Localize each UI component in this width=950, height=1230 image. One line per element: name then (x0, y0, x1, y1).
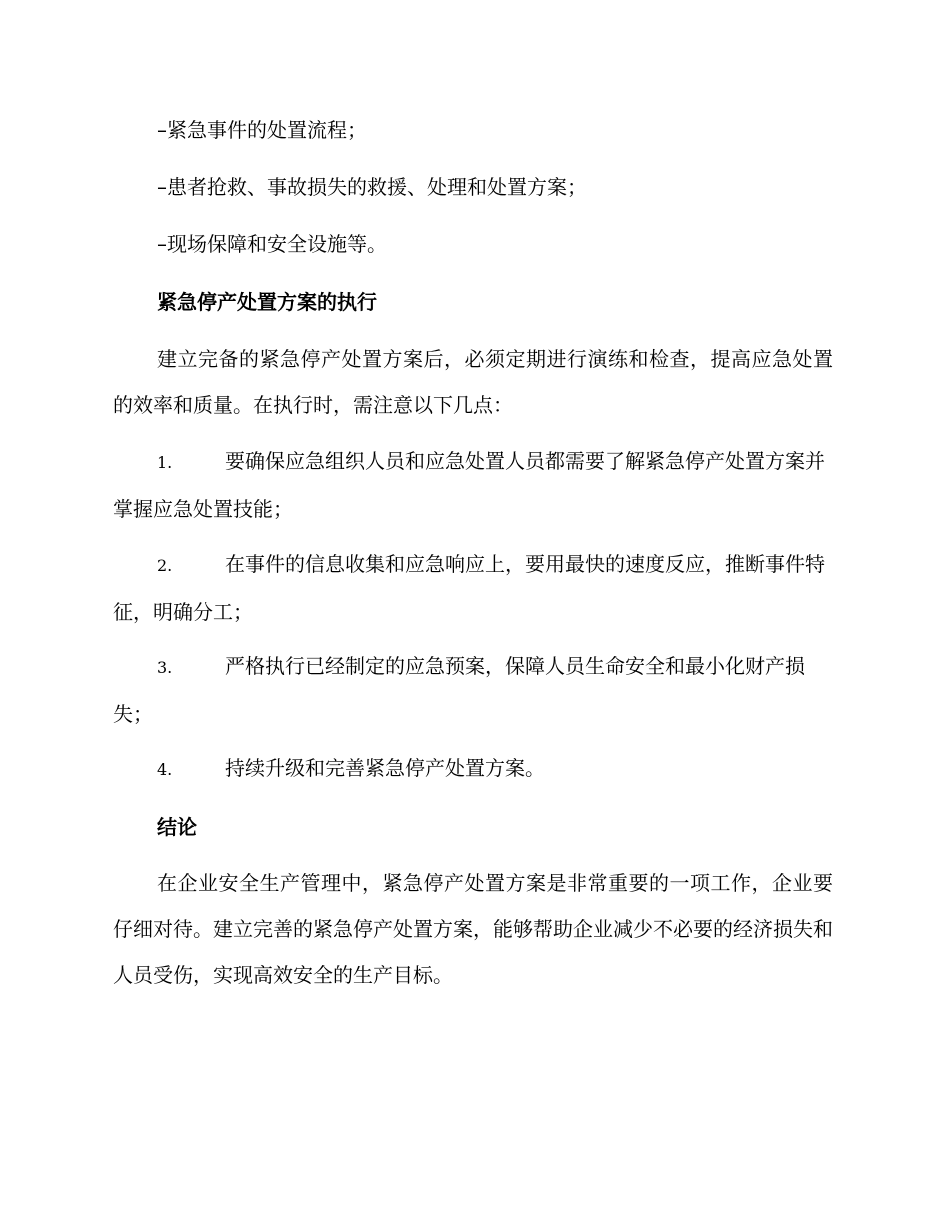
list-item-text: 严格执行已经制定的应急预案，保障人员生命安全和最小化财产损失； (113, 654, 805, 726)
section-heading-execution: 紧急停产处置方案的执行 (157, 290, 377, 314)
numbered-list-item (113, 541, 833, 635)
numbered-list-item (113, 643, 833, 737)
section-heading-conclusion: 结论 (157, 815, 197, 839)
numbered-list-item (113, 438, 833, 532)
execution-intro-paragraph: 建立完备的紧急停产处置方案后，必须定期进行演练和检查，提高应急处置的效率和质量。在执行时，需注意以下几点： (113, 347, 833, 417)
list-number: 1. (157, 453, 173, 472)
conclusion-paragraph: 在企业安全生产管理中，紧急停产处置方案是非常重要的一项工作，企业要仔细对待。建立完善的紧急停产处置方案，能够帮助企业减少不必要的经济损失和人员受伤，实现高效安全的生产目标。 (113, 871, 833, 987)
list-item-text: 持续升级和完善紧急停产处置方案。 (225, 756, 545, 780)
list-number: 4. (157, 760, 173, 779)
list-item-text: 要确保应急组织人员和应急处置人员都需要了解紧急停产处置方案并掌握应急处置技能； (113, 449, 825, 521)
list-item-text: 在事件的信息收集和应急响应上，要用最快的速度反应，推断事件特征，明确分工； (113, 552, 825, 624)
list-number: 3. (157, 658, 173, 677)
dash-list-item: –现场保障和安全设施等。 (157, 232, 387, 256)
dash-list-item: –患者抢救、事故损失的救援、处理和处置方案； (157, 175, 587, 199)
dash-list-item: –紧急事件的处置流程； (157, 118, 367, 142)
numbered-list-item (113, 745, 833, 793)
list-number: 2. (157, 556, 173, 575)
